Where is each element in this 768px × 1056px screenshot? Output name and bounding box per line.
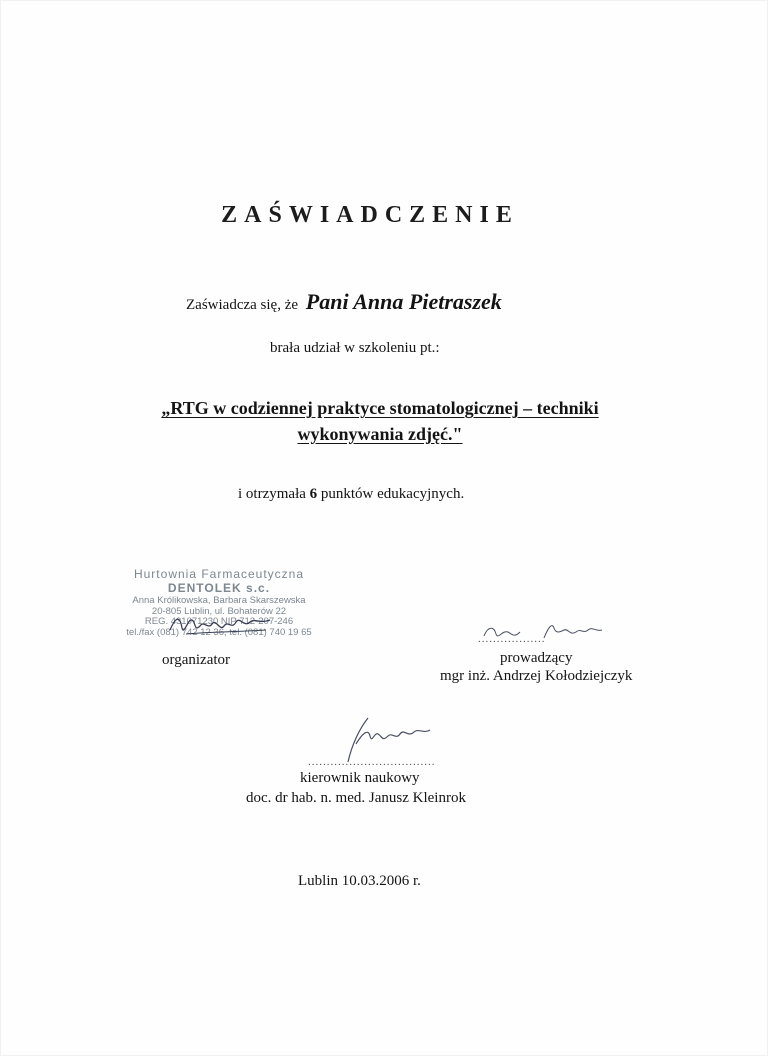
points-line <box>238 486 464 503</box>
scientific-head-name: doc. dr hab. n. med. Janusz Kleinrok <box>246 790 466 806</box>
stamp-line-3: Anna Królikowska, Barbara Skarszewska <box>132 594 306 606</box>
leader-role: prowadzący <box>500 650 573 666</box>
stamp-line-5: REG. 431071230 NIP 712-207-246 <box>144 616 294 628</box>
stamp-line-2: DENTOLEK s.c. <box>167 580 271 595</box>
stamp-line-1: Hurtownia Farmaceutyczna <box>133 567 305 581</box>
points-prefix: i otrzymała <box>238 486 306 502</box>
organizer-label: organizator <box>162 652 231 668</box>
course-title-line-2: wykonywania zdjęć." <box>297 424 463 444</box>
certificate-title: ZAŚWIADCZENIE <box>221 202 519 228</box>
course-title-line-1: „RTG w codziennej praktyce stomatologicznej – techniki <box>161 398 599 418</box>
stamp-line-6: tel./fax (081) 742 12 36, tel. (081) 740 19 65 <box>126 627 312 639</box>
points-suffix: punktów edukacyjnych. <box>320 486 465 502</box>
stamp-line-4: 20-805 Lublin, ul. Bohaterów 22 <box>151 605 287 617</box>
recipient-name: Pani Anna Pietraszek <box>305 289 502 314</box>
certify-line <box>186 289 502 315</box>
scientific-head-signature-line: .................................. <box>308 756 436 768</box>
leader-signature-line: .................. <box>478 633 546 645</box>
certify-text: Zaświadcza się, że <box>186 297 299 313</box>
scientific-head-role: kierownik naukowy <box>300 770 420 786</box>
points-value: 6 <box>309 486 318 502</box>
organizer-signature <box>166 608 276 642</box>
participation-text: brała udział w szkoleniu pt.: <box>270 340 440 356</box>
leader-name: mgr inż. Andrzej Kołodziejczyk <box>440 668 633 684</box>
place-and-date: Lublin 10.03.2006 r. <box>298 873 421 889</box>
